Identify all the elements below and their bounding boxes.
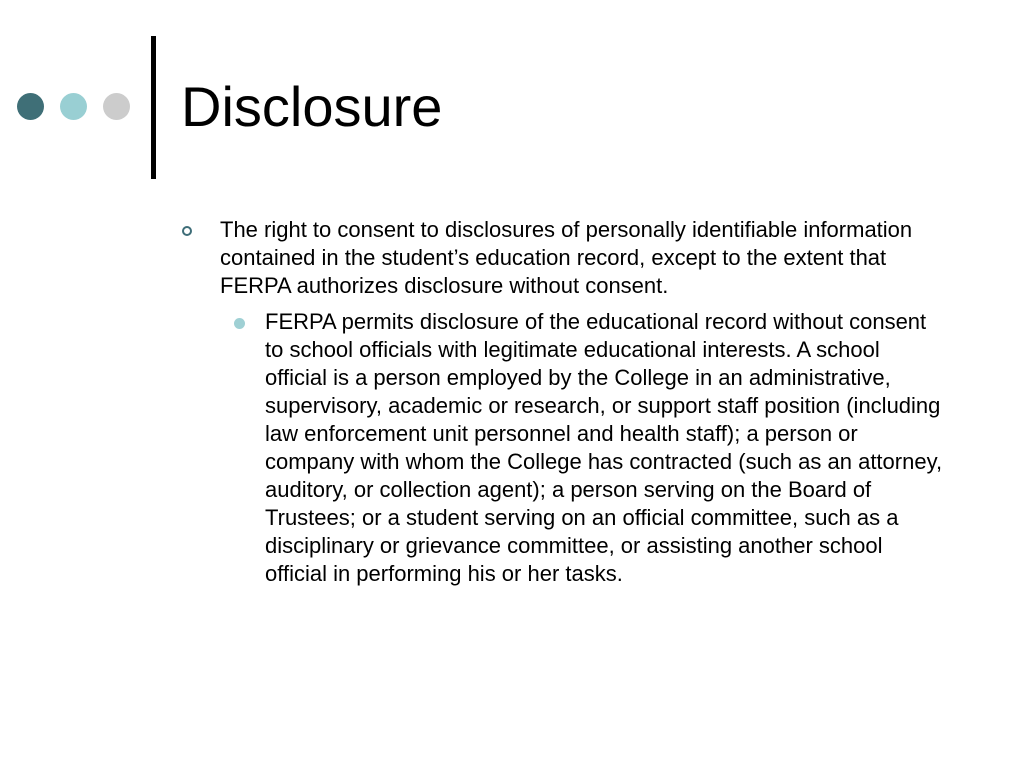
bullet-text: The right to consent to disclosures of personally identifiable information contained in the student’s education record, except to the extent that FERPA authorizes disclosure without consent. bbox=[220, 217, 913, 298]
hollow-circle-bullet-icon bbox=[182, 226, 192, 236]
decorative-dot-light bbox=[60, 93, 87, 120]
bullet-item bbox=[178, 216, 958, 300]
slide-title: Disclosure bbox=[181, 75, 443, 138]
decorative-dot-dark bbox=[17, 93, 44, 120]
decorative-dot-gray bbox=[103, 93, 130, 120]
sub-bullet-item bbox=[178, 308, 958, 588]
bullet-list bbox=[178, 216, 958, 588]
filled-circle-bullet-icon bbox=[234, 318, 245, 329]
sub-bullet-text: FERPA permits disclosure of the educational record without consent to school officials with legitimate educational interests. A school official is a person employed by the College in an administrative, supervisory, academic or research, or support staff position (including law enforcement unit personnel and health staff); a person or company with whom the College has contracted (such as an attorney, auditory, or collection agent); a person serving on the Board of Trustees; or a student serving on an official committee, such as a disciplinary or grievance committee, or assisting another school official in performing his or her tasks. bbox=[265, 309, 943, 586]
title-divider bbox=[151, 36, 156, 179]
